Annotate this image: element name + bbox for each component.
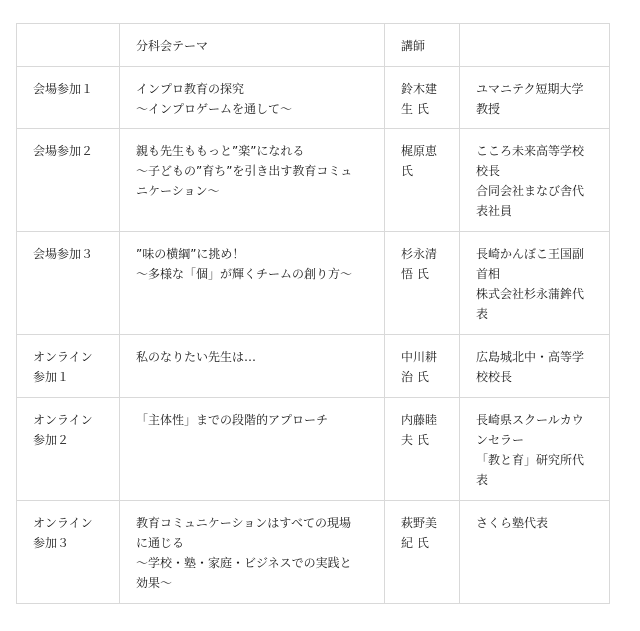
affiliation-cell: 長崎県スクールカウ ンセラー 「教と育」研究所代 表 — [460, 398, 610, 501]
theme-cell: ”味の横綱”に挑め！ 〜多様な「個」が輝くチームの創り方〜 — [120, 232, 385, 335]
affiliation-cell: 広島城北中・高等学 校校長 — [460, 335, 610, 398]
table-row — [17, 501, 610, 604]
sessions-table — [16, 23, 610, 604]
theme-cell: インプロ教育の探究 〜インプロゲームを通して〜 — [120, 67, 385, 129]
session-cell: 会場参加１ — [17, 67, 120, 129]
theme-cell: 私のなりたい先生は… — [120, 335, 385, 398]
speaker-cell: 萩野美 紀 氏 — [385, 501, 460, 604]
session-cell: 会場参加３ — [17, 232, 120, 335]
table-row — [17, 398, 610, 501]
table-row — [17, 129, 610, 232]
affiliation-cell: さくら塾代表 — [460, 501, 610, 604]
session-cell: オンライン 参加２ — [17, 398, 120, 501]
header-session — [17, 24, 120, 67]
theme-cell: 教育コミュニケーションはすべての現場 に通じる 〜学校・塾・家庭・ビジネスでの実践と 効果〜 — [120, 501, 385, 604]
session-cell: オンライン 参加１ — [17, 335, 120, 398]
speaker-cell: 杉永清 悟 氏 — [385, 232, 460, 335]
speaker-cell: 鈴木建 生 氏 — [385, 67, 460, 129]
speaker-cell: 内藤睦 夫 氏 — [385, 398, 460, 501]
header-speaker: 講師 — [385, 24, 460, 67]
table-row — [17, 335, 610, 398]
speaker-cell: 梶原恵 氏 — [385, 129, 460, 232]
theme-cell: 「主体性」までの段階的アプローチ — [120, 398, 385, 501]
session-cell: オンライン 参加３ — [17, 501, 120, 604]
affiliation-cell: ユマニテク短期大学 教授 — [460, 67, 610, 129]
theme-cell: 親も先生ももっと”楽”になれる 〜子どもの”育ち”を引き出す教育コミュ ニケーション〜 — [120, 129, 385, 232]
table-header-row — [17, 24, 610, 67]
header-theme: 分科会テーマ — [120, 24, 385, 67]
affiliation-cell: こころ未来高等学校 校長 合同会社まなび舎代 表社員 — [460, 129, 610, 232]
affiliation-cell: 長崎かんぼこ王国副 首相 株式会社杉永蒲鉾代 表 — [460, 232, 610, 335]
table-row — [17, 232, 610, 335]
header-affiliation — [460, 24, 610, 67]
table-row — [17, 67, 610, 129]
speaker-cell: 中川耕 治 氏 — [385, 335, 460, 398]
session-cell: 会場参加２ — [17, 129, 120, 232]
